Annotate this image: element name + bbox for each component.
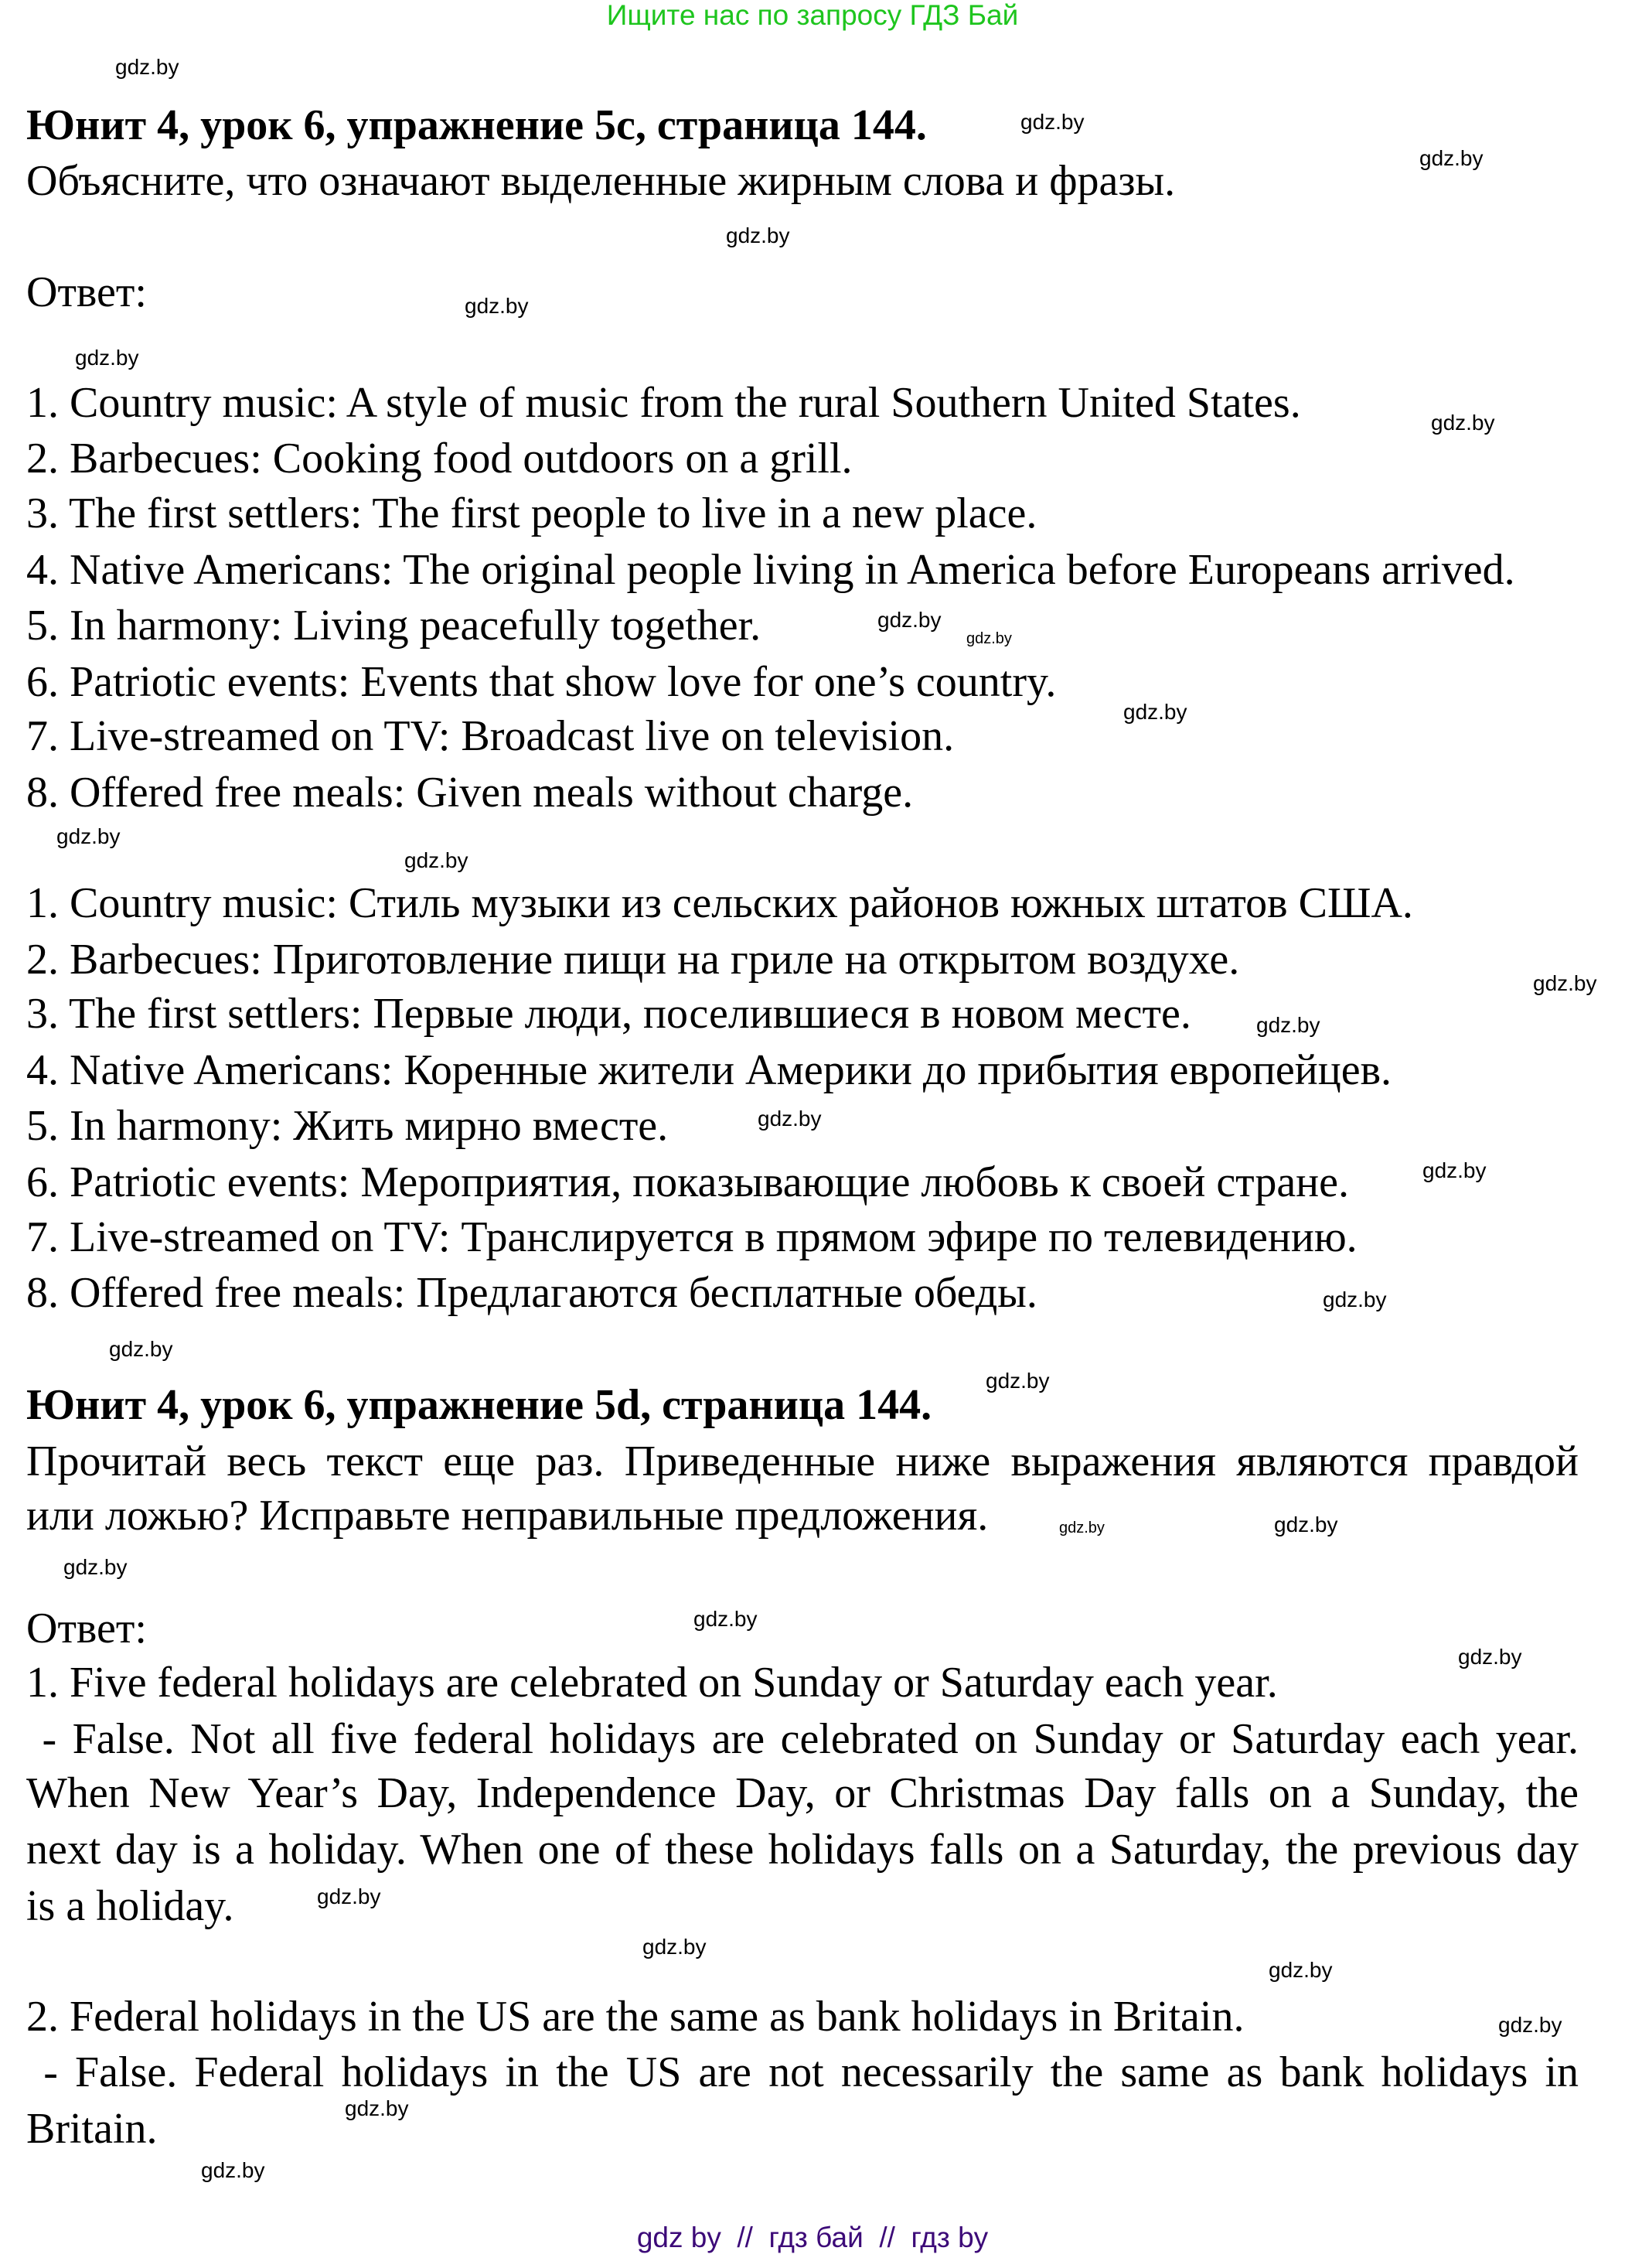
exercise-instruction-5c: Объясните, что означают выделенные жирным слова и фразы. [26,157,1176,205]
watermark: gdz.by [1123,700,1187,724]
answer-line: 2. Federal holidays in the US are the same as bank holidays in Britain. [26,1993,1245,2041]
answer-line-ru: 8. Offered free meals: Предлагаются бесплатные обеды. [26,1269,1037,1317]
exercise-title-5c: Юнит 4, урок 6, упражнение 5c, страница 144. [26,101,927,149]
answer-line: 6. Patriotic events: Events that show love for one’s country. [26,658,1057,706]
answer-line: 2. Barbecues: Cooking food outdoors on a grill. [26,435,853,483]
watermark: gdz.by [642,1935,707,1959]
watermark: gdz.by [317,1884,381,1908]
exercise-instruction-5d: или ложью? Исправьте неправильные предложения. [26,1492,989,1540]
answer-line: - False. Federal holidays in the US are not necessarily the same as bank holidays in [26,2048,1579,2096]
answer-label: Ответ: [26,268,147,316]
watermark: gdz.by [877,608,942,632]
watermark: gdz.by [1533,971,1597,995]
answer-line: 8. Offered free meals: Given meals without charge. [26,769,914,817]
watermark: gdz.by [986,1369,1050,1393]
watermark: gdz.by [1059,1519,1105,1536]
watermark: gdz.by [75,346,139,370]
answer-line: Britain. [26,2105,158,2153]
search-banner: Ищите нас по запросу ГДЗ Бай [606,0,1019,31]
answer-line-ru: 3. The first settlers: Первые люди, поселившиеся в новом месте. [26,990,1191,1038]
watermark: gdz.by [726,223,790,247]
watermark: gdz.by [201,2158,265,2182]
watermark: gdz.by [63,1555,128,1579]
answer-line: 1. Five federal holidays are celebrated on Sunday or Saturday each year. [26,1659,1278,1707]
watermark: gdz.by [693,1607,758,1631]
watermark: gdz.by [115,55,179,79]
footer-links[interactable]: gdz by // гдз бай // гдз by [636,2222,989,2253]
watermark: gdz.by [1419,146,1484,170]
answer-line: 4. Native Americans: The original people living in America before Europeans arrived. [26,546,1515,594]
watermark: gdz.by [1020,110,1085,134]
watermark: gdz.by [966,630,1012,647]
watermark: gdz.by [404,848,468,872]
answer-line: 5. In harmony: Living peacefully together. [26,602,761,650]
watermark: gdz.by [1323,1287,1387,1311]
watermark: gdz.by [1431,411,1495,435]
answer-line: 7. Live-streamed on TV: Broadcast live on television. [26,712,955,760]
exercise-title-5d: Юнит 4, урок 6, упражнение 5d, страница 144. [26,1381,932,1429]
watermark: gdz.by [1422,1158,1487,1182]
watermark: gdz.by [465,294,529,318]
answer-line-ru: 7. Live-streamed on TV: Транслируется в прямом эфире по телевидению. [26,1213,1358,1261]
watermark: gdz.by [758,1107,822,1131]
answer-label: Ответ: [26,1605,147,1652]
watermark: gdz.by [1458,1645,1522,1669]
watermark: gdz.by [109,1337,173,1361]
watermark: gdz.by [1269,1958,1333,1982]
answer-line-ru: 6. Patriotic events: Мероприятия, показывающие любовь к своей стране. [26,1158,1350,1206]
answer-line: - False. Not all five federal holidays are celebrated on Sunday or Saturday each year. [26,1715,1579,1763]
watermark: gdz.by [1274,1513,1338,1536]
answer-line: is a holiday. [26,1882,234,1930]
watermark: gdz.by [345,2096,409,2120]
watermark: gdz.by [1256,1013,1320,1037]
answer-line: next day is a holiday. When one of these holidays falls on a Saturday, the previous day [26,1826,1579,1874]
watermark: gdz.by [1498,2013,1562,2037]
answer-line-ru: 4. Native Americans: Коренные жители Америки до прибытия европейцев. [26,1046,1392,1094]
answer-line: 1. Country music: A style of music from the rural Southern United States. [26,379,1301,427]
answer-line-ru: 2. Barbecues: Приготовление пищи на гриле на открытом воздухе. [26,936,1240,984]
answer-line-ru: 1. Country music: Стиль музыки из сельских районов южных штатов США. [26,879,1413,927]
watermark: gdz.by [56,824,121,848]
answer-line-ru: 5. In harmony: Жить мирно вместе. [26,1102,669,1150]
answer-line: 3. The first settlers: The first people to live in a new place. [26,489,1037,537]
exercise-instruction-5d: Прочитай весь текст еще раз. Приведенные ниже выражения являются правдой [26,1438,1579,1485]
answer-line: When New Year’s Day, Independence Day, or Christmas Day falls on a Sunday, the [26,1769,1579,1817]
